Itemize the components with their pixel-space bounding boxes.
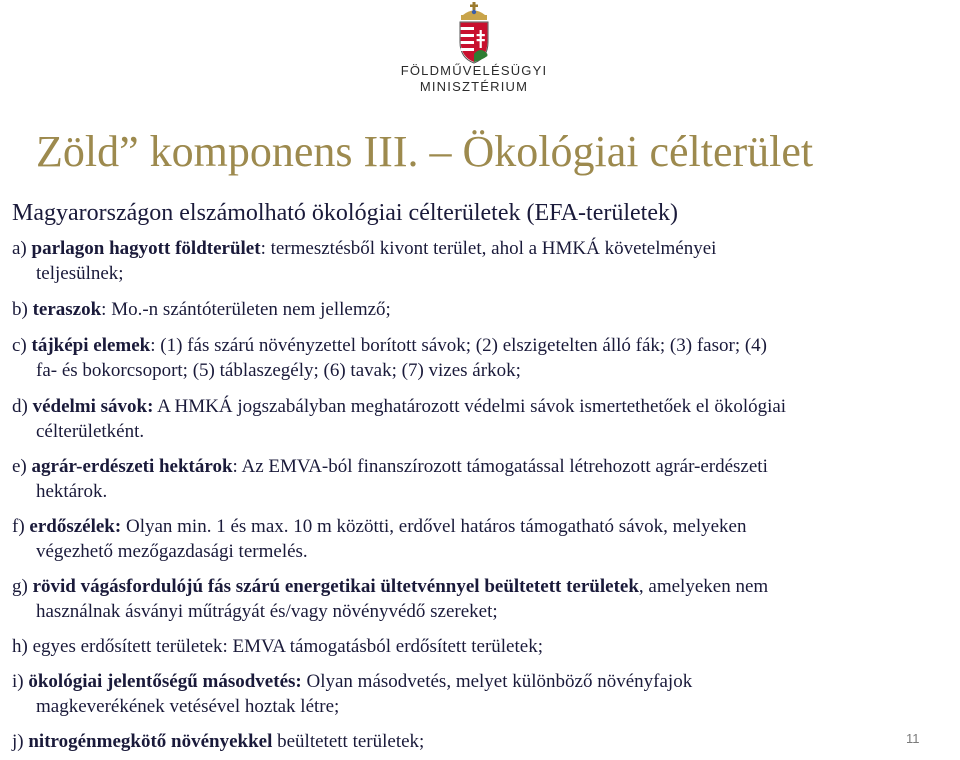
list-item: j) nitrogénmegkötő növényekkel beültetett területek; <box>12 731 425 752</box>
list-item: a) parlagon hagyott földterület: termesztésből kivont terület, ahol a HMKÁ követelményei teljesülnek; <box>12 238 717 284</box>
slide-title: Zöld” komponens III. – Ökológiai célterület <box>36 127 814 176</box>
list-item: g) rövid vágásfordulójú fás szárú energetikai ültetvénnyel beültetett területek, amelyeken nem használnak ásványi műtrágyát és/vagy növényvédő szereket; <box>12 576 769 622</box>
ministry-logo <box>0 0 960 100</box>
list-item: c) tájképi elemek: (1) fás szárú növényzettel borított sávok; (2) elszigetelten álló fák; (3) fasor; (4) fa- és bokorcsoport; (5) táblaszegély; (6) tavak; (7) vizes árkok; <box>12 335 767 381</box>
list-item: i) ökológiai jelentőségű másodvetés: Olyan másodvetés, melyet különböző növényfajok magkeverékének vetésével hoztak létre; <box>12 671 693 717</box>
list-item: b) teraszok: Mo.-n szántóterületen nem jellemző; <box>12 299 391 320</box>
hungarian-coat-of-arms-icon <box>455 2 493 64</box>
list-item: h) egyes erdősített területek: EMVA támogatásból erdősített területek; <box>12 636 543 657</box>
list-item: e) agrár-erdészeti hektárok: Az EMVA-ból finanszírozott támogatással létrehozott agrár-erdészeti hektárok. <box>12 456 768 502</box>
ministry-name-line2: MINISZTÉRIUM <box>419 79 529 94</box>
list-item: f) erdőszélek: Olyan min. 1 és max. 10 m közötti, erdővel határos támogatható sávok, melyeken végezhető mezőgazdasági termelés. <box>12 516 747 562</box>
ministry-name-line1: FÖLDMŰVELÉSÜGYI <box>400 63 548 78</box>
list-item: d) védelmi sávok: A HMKÁ jogszabályban meghatározott védelmi sávok ismertethetőek el ökológiai célterületként. <box>12 396 787 442</box>
page-number: 11 <box>906 731 920 746</box>
efa-list <box>12 236 952 754</box>
slide-subtitle: Magyarországon elszámolható ökológiai célterületek (EFA-területek) <box>12 200 678 226</box>
